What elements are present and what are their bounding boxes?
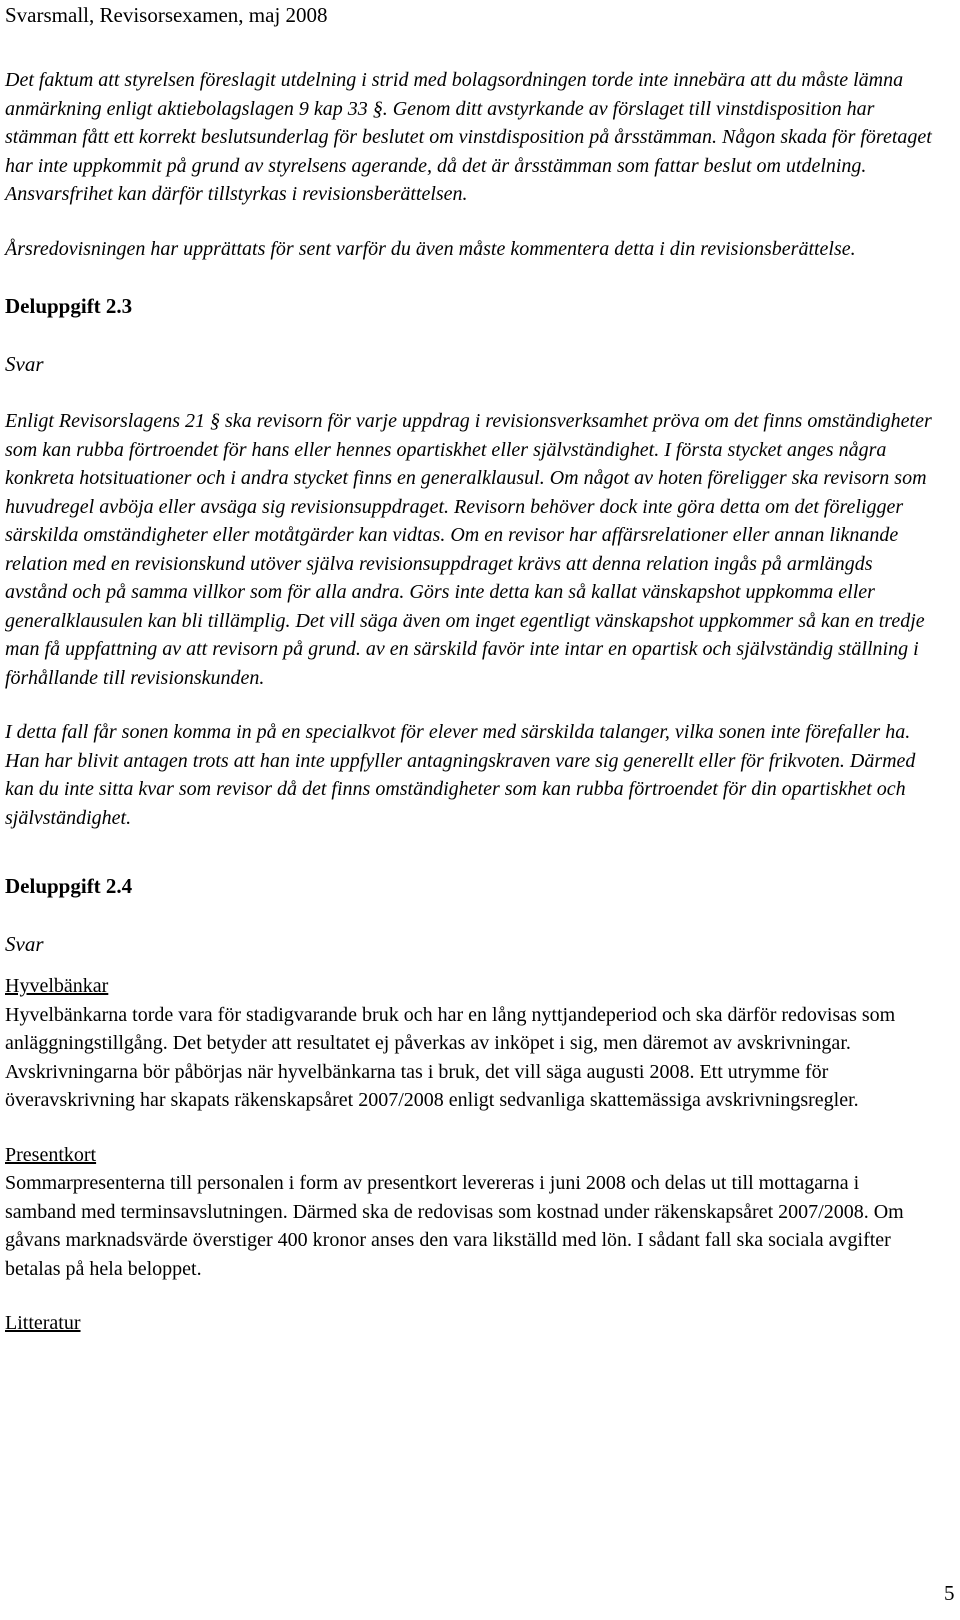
answer-label: Svar — [5, 931, 44, 956]
section-heading-2-3: Deluppgift 2.3 — [5, 294, 133, 318]
paragraph-revisorslagen: Enligt Revisorslagens 21 § ska revisorn för varje uppdrag i revisionsverksamhet pröva om det finns omständigheter som kan rubba förtroendet för hans eller hennes opartiskhet eller självständighet. I första stycket anges några konkreta hotsituationer och i andra stycket finns en generalklausul. Om något av hoten föreligger ska revisorn som huvudregel avböja eller avsäga sig revisionsuppdraget. Revisorn behöver dock inte göra detta om det föreligger särskilda omständigheter eller motåtgärder kan vidtas. Om en revisor har affärsrelationer eller annan liknande relation med en revisionskund utöver själva revisionsuppdraget krävs att denna relation ingås på armlängds avstånd och på samma villkor som för alla andra. Görs inte detta kan så kallat vänskapshot uppkomma eller generalklausulen kan bli tillämplig. Det vill säga även om inget egentligt vänskapshot uppkommer så kan en tredje man få uppfattning av att revisorn på grund. av en särskild favör inte intar en opartisk och självständig ställning i förhållande till revisionskunden. — [5, 410, 932, 689]
subheading-presentkort: Presentkort — [5, 1143, 97, 1166]
subheading-hyvelbankar: Hyvelbänkar — [5, 975, 109, 997]
paragraph-presentkort: Sommarpresenterna till personalen i form av presentkort levereras i juni 2008 och delas ut till mottagarna i samband med terminsavslutningen. Därmed ska de redovisas som kostnad under räkenskapsåret 2007/2008. Om gåvans marknadsvärde överstiger 400 kronor anses den vara likställd med lön. I sådant fall ska sociala avgifter betalas på hela beloppet. — [5, 1172, 904, 1280]
page-header: Svarsmall, Revisorsexamen, maj 2008 — [5, 3, 328, 27]
paragraph-hyvelbankar: Hyvelbänkarna torde vara för stadigvarande bruk och har en lång nyttjandeperiod och ska därför redovisas som anläggningstillgång. Det betyder att resultatet ej påverkas av inköpet i sig, men däremot av avskrivningar. Avskrivningarna bör påbörjas när hyvelbänkarna tas i bruk, det vill säga augusti 2008. Ett utrymme för överavskrivning har skapats räkenskapsåret 2007/2008 enligt sedvanliga skattemässiga avskrivningsregler. — [5, 1003, 896, 1111]
paragraph-sonen: I detta fall får sonen komma in på en specialkvot för elever med särskilda talanger, vilka sonen inte förefaller ha. Han har blivit antagen trots att han inte uppfyller antagningskraven vare sig generellt eller för frikvoten. Därmed kan du inte sitta kvar som revisor då det finns omständigheter som kan rubba förtroendet för din opartiskhet och självständighet. — [5, 721, 916, 829]
document-body — [5, 66, 935, 1338]
paragraph-arsredovisning: Årsredovisningen har upprättats för sent varför du även måste kommentera detta i din revisionsberättelse. — [5, 237, 856, 260]
paragraph-utdelning: Det faktum att styrelsen föreslagit utdelning i strid med bolagsordningen torde inte innebära att du måste lämna anmärkning enligt aktiebolagslagen 9 kap 33 §. Genom ditt avstyrkande av förslaget till vinstdisposition har stämman fått ett korrekt beslutsunderlag för beslutet om vinstdisposition på årsstämman. Någon skada för företaget har inte uppkommit på grund av styrelsens agerande, då det är årsstämman som fattar beslut om utdelning. Ansvarsfrihet kan därför tillstyrkas i revisionsberättelsen. — [5, 69, 932, 205]
subheading-litteratur: Litteratur — [5, 1312, 81, 1334]
answer-label: Svar — [5, 351, 44, 376]
page-number: 5 — [944, 1581, 955, 1605]
section-heading-2-4: Deluppgift 2.4 — [5, 874, 133, 898]
